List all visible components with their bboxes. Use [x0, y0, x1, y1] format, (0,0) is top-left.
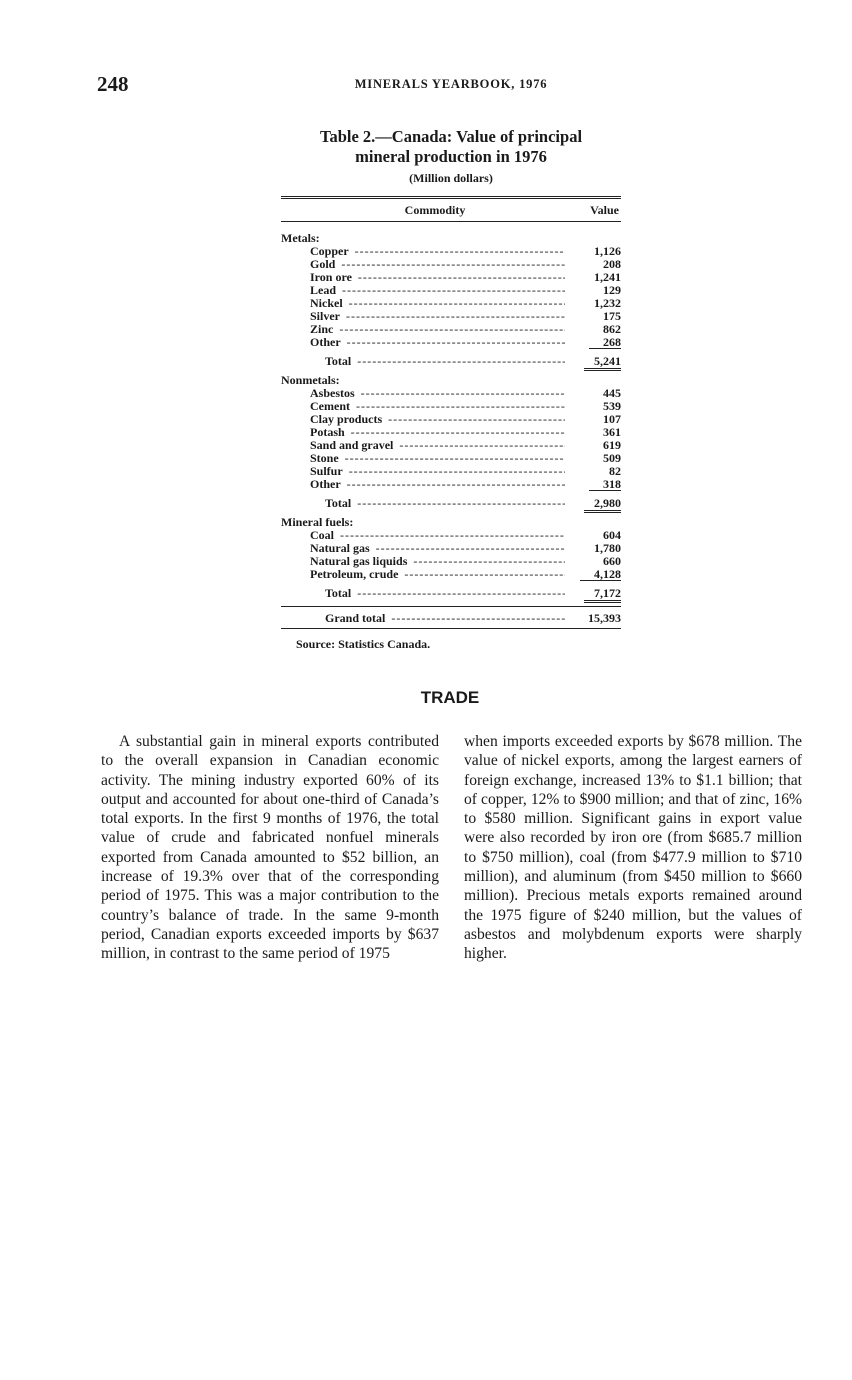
row-value: 862 — [603, 322, 621, 336]
row-label: Cement — [310, 399, 350, 413]
row-label: Copper — [310, 244, 349, 258]
leader-dots — [349, 297, 565, 310]
leader-dots — [357, 353, 565, 369]
column-header-commodity: Commodity — [404, 202, 466, 217]
table-source-note: Source: Statistics Canada. — [296, 637, 431, 651]
row-label: Asbestos — [310, 386, 355, 400]
body-text-right-column: when imports exceeded exports by $678 million. The value of nickel exports, among the largest earners of foreign exchange, increased 13% to $1.1 billion; that of copper, 12% to $900 million; and that of zinc, 16% to $580 million. Significant gains in export value were also recorded by iron ore (from $685.7 million to $750 million), coal (from $477.9 million to $710 million), and aluminum (from $450 million to $660 million). Precious metals exports remained around the 1975 figure of $240 million, but the values of asbestos and molybdenum exports were sharply higher. — [464, 733, 802, 963]
row-value: 318 — [589, 478, 621, 491]
group-label-mineral-fuels: Mineral fuels: — [281, 515, 354, 529]
row-label: Gold — [310, 257, 336, 271]
row-label: Zinc — [310, 322, 334, 336]
group-label-nonmetals: Nonmetals: — [281, 373, 340, 387]
total-row-nonmetals — [281, 495, 621, 511]
row-value: 361 — [603, 425, 621, 439]
row-label: Potash — [310, 425, 345, 439]
row-label: Natural gas liquids — [310, 554, 408, 568]
body-text-left-column: A substantial gain in mineral exports contributed to the overall expansion in Canadian economic activity. The mining industry exported 60% of its output and accounted for about one-third of Canada’s total exports. In the first 9 months of 1976, the total value of crude and fabricated nonfuel minerals exported from Canada amounted to $52 billion, an increase of 19.3% over that of the corresponding period of 1975. This was a major contribution to the country’s balance of trade. In the same 9-month period, Canadian exports exceeded imports by $637 million, in contrast to the same period of 1975 — [101, 733, 439, 963]
row-value: 509 — [603, 451, 621, 465]
row-value: 1,780 — [594, 541, 621, 555]
table-title — [281, 127, 621, 167]
row-label: Silver — [310, 309, 340, 323]
leader-dots — [399, 439, 565, 452]
row-value: 539 — [603, 399, 621, 413]
group-label-metals: Metals: — [281, 231, 320, 245]
row-value: 208 — [603, 257, 621, 271]
row-label: Petroleum, crude — [310, 567, 399, 581]
leader-dots — [358, 271, 565, 284]
section-heading: TRADE — [420, 688, 480, 707]
total-row-metals — [281, 353, 621, 369]
total-row-mineral-fuels — [281, 585, 621, 601]
row-value: 129 — [603, 283, 621, 297]
leader-dots — [342, 284, 565, 297]
leader-dots — [404, 568, 565, 581]
mineral-production-table — [281, 196, 621, 629]
row-value: 660 — [603, 554, 621, 568]
row-label: Other — [310, 477, 341, 491]
row-label: Lead — [310, 283, 337, 297]
row-label: Coal — [310, 528, 334, 542]
table-unit: (Million dollars) — [409, 171, 493, 185]
total-value: 7,172 — [584, 586, 621, 603]
leader-dots — [349, 465, 565, 478]
total-value: 5,241 — [584, 354, 621, 371]
table-title-line2: mineral production in 1976 — [355, 147, 547, 166]
leader-dots — [339, 323, 565, 336]
row-value: 604 — [603, 528, 621, 542]
row-value: 445 — [603, 386, 621, 400]
grand-total-label: Grand total — [325, 611, 386, 625]
leader-dots — [347, 336, 565, 349]
page-number: 248 — [97, 72, 129, 96]
row-label: Natural gas — [310, 541, 370, 555]
row-value: 1,126 — [594, 244, 621, 258]
row-label: Stone — [310, 451, 339, 465]
leader-dots — [356, 400, 565, 413]
row-label: Other — [310, 335, 341, 349]
grand-total-value: 15,393 — [588, 611, 621, 625]
row-value: 268 — [589, 336, 621, 349]
row-value: 175 — [603, 309, 621, 323]
table-bottom-rule — [281, 628, 621, 629]
total-label: Total — [325, 586, 352, 600]
table-column-headers — [281, 199, 621, 222]
table-row — [281, 568, 621, 581]
column-header-value: Value — [590, 202, 619, 217]
row-value: 4,128 — [580, 568, 621, 581]
row-value: 1,232 — [594, 296, 621, 310]
row-value: 107 — [603, 412, 621, 426]
table-title-line1: Table 2.—Canada: Value of principal — [319, 127, 583, 146]
row-value: 82 — [609, 464, 621, 478]
leader-dots — [341, 258, 565, 271]
leader-dots — [346, 310, 565, 323]
leader-dots — [347, 478, 565, 491]
running-header: MINERALS YEARBOOK, 1976 — [354, 77, 548, 91]
row-label: Sand and gravel — [310, 438, 394, 452]
row-value: 619 — [603, 438, 621, 452]
leader-dots — [340, 529, 565, 542]
row-label: Iron ore — [310, 270, 352, 284]
table-row — [281, 336, 621, 349]
row-value: 1,241 — [594, 270, 621, 284]
row-label: Sulfur — [310, 464, 343, 478]
leader-dots — [355, 245, 565, 258]
table-row — [281, 478, 621, 491]
leader-dots — [388, 413, 565, 426]
grand-total-row — [281, 606, 621, 627]
total-value: 2,980 — [584, 496, 621, 513]
leader-dots — [357, 495, 565, 511]
total-label: Total — [325, 496, 352, 510]
row-label: Nickel — [310, 296, 343, 310]
leader-dots — [345, 452, 565, 465]
leader-dots — [361, 387, 565, 400]
row-label: Clay products — [310, 412, 383, 426]
leader-dots — [413, 555, 565, 568]
leader-dots — [391, 609, 565, 627]
leader-dots — [357, 585, 565, 601]
total-label: Total — [325, 354, 352, 368]
